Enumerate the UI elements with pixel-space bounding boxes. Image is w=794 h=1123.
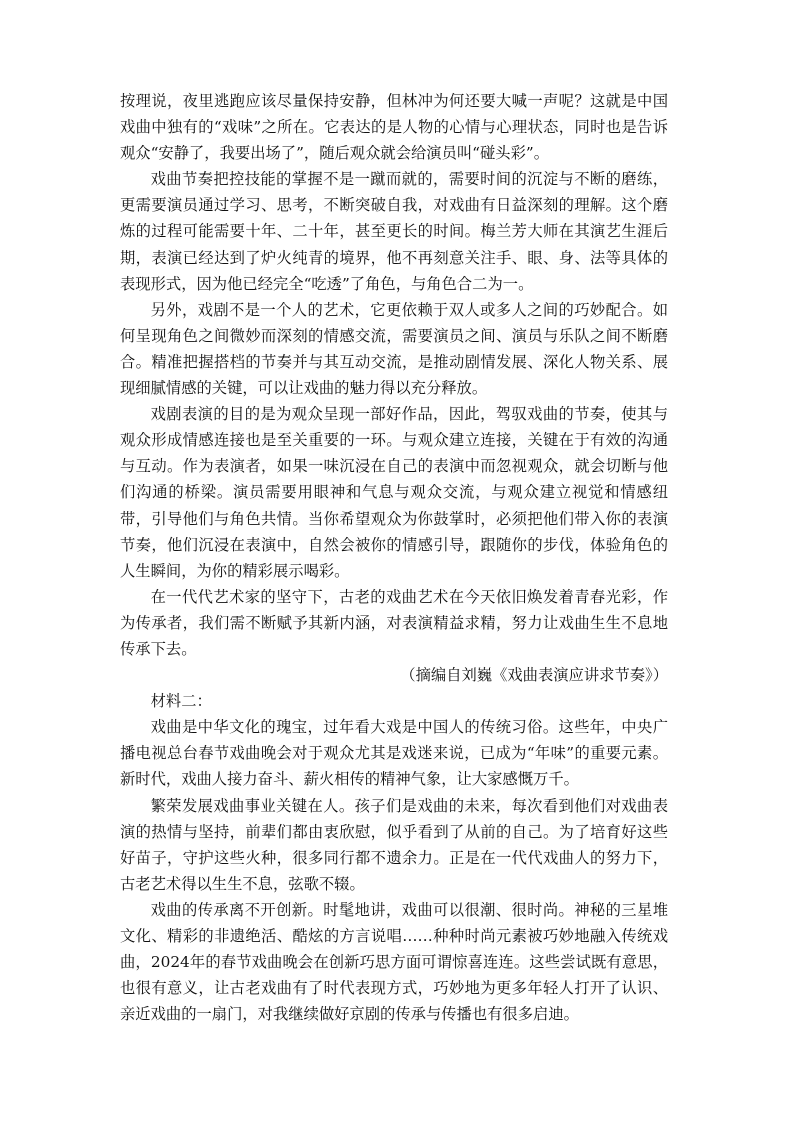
- material-2-label: 材料二：: [150, 692, 212, 711]
- paragraph-inheritance: 在一代代艺术家的坚守下，古老的戏曲艺术在今天依旧焕发着青春光彩，作为传承者，我们需不断赋予其新内涵，对表演精益求精，努力让戏曲生生不息地传承下去。: [120, 587, 668, 658]
- document-page: [120, 88, 668, 1027]
- material-2-paragraph-3: 戏曲的传承离不开创新。时髦地讲，戏曲可以很潮、很时尚。神秘的三星堆文化、精彩的非遗绝活、酷炫的方言说唱……种种时尚元素被巧妙地融入传统戏曲，2024年的春节戏曲晚会在创新巧思方面可谓惊喜连连。这些尝试既有意思，也很有意义，让古老戏曲有了时代表现方式，巧妙地为更多年轻人打开了认识、亲近戏曲的一扇门，对我继续做好京剧的传承与传播也有很多启迪。: [120, 900, 668, 1024]
- paragraph-cooperation: 另外，戏剧不是一个人的艺术，它更依赖于双人或多人之间的巧妙配合。如何呈现角色之间微妙而深刻的情感交流，需要演员之间、演员与乐队之间不断磨合。精准把握搭档的节奏并与其互动交流，是推动剧情发展、深化人物关系、展现细腻情感的关键，可以让戏曲的魅力得以充分释放。: [120, 300, 668, 398]
- paragraph-audience: 戏剧表演的目的是为观众呈现一部好作品，因此，驾驭戏曲的节奏，使其与观众形成情感连接也是至关重要的一环。与观众建立连接，关键在于有效的沟通与互动。作为表演者，如果一味沉浸在自己的表演中而忽视观众，就会切断与他们沟通的桥梁。演员需要用眼神和气息与观众交流，与观众建立视觉和情感纽带，引导他们与角色共情。当你希望观众为你鼓掌时，必须把他们带入你的表演节奏，他们沉浸在表演中，自然会被你的情感引导，跟随你的步伐，体验角色的人生瞬间，为你的精彩展示喝彩。: [120, 405, 668, 580]
- paragraph-rhythm-mastery: 戏曲节奏把控技能的掌握不是一蹴而就的，需要时间的沉淀与不断的磨练，更需要演员通过学习、思考，不断突破自我，对戏曲有日益深刻的理解。这个磨炼的过程可能需要十年、二十年，甚至更长的时间。梅兰芳大师在其演艺生涯后期，表演已经达到了炉火纯青的境界，他不再刻意关注手、眼、身、法等具体的表现形式，因为他已经完全“吃透”了角色，与角色合二为一。: [120, 170, 668, 293]
- paragraph-intro: 按理说，夜里逃跑应该尽量保持安静，但林冲为何还要大喊一声呢？这就是中国戏曲中独有的“戏味”之所在。它表达的是人物的心情与心理状态，同时也是告诉观众“安静了，我要出场了”，随后观众就会给演员叫“碰头彩”。: [120, 92, 668, 163]
- material-2-paragraph-2: 繁荣发展戏曲事业关键在人。孩子们是戏曲的未来，每次看到他们对戏曲表演的热情与坚持，前辈们都由衷欣慰，似乎看到了从前的自己。为了培育好这些好苗子，守护这些火种，很多同行都不遗余力。正是在一代代戏曲人的努力下，古老艺术得以生生不息，弦歌不辍。: [120, 796, 668, 893]
- material-2-paragraph-1: 戏曲是中华文化的瑰宝，过年看大戏是中国人的传统习俗。这些年，中央广播电视总台春节戏曲晚会对于观众尤其是戏迷来说，已成为“年味”的重要元素。新时代，戏曲人接力奋斗、薪火相传的精神气象，让大家感慨万千。: [120, 718, 668, 789]
- source-citation: （摘编自刘巍《戏曲表演应讲求节奏》）: [400, 666, 668, 685]
